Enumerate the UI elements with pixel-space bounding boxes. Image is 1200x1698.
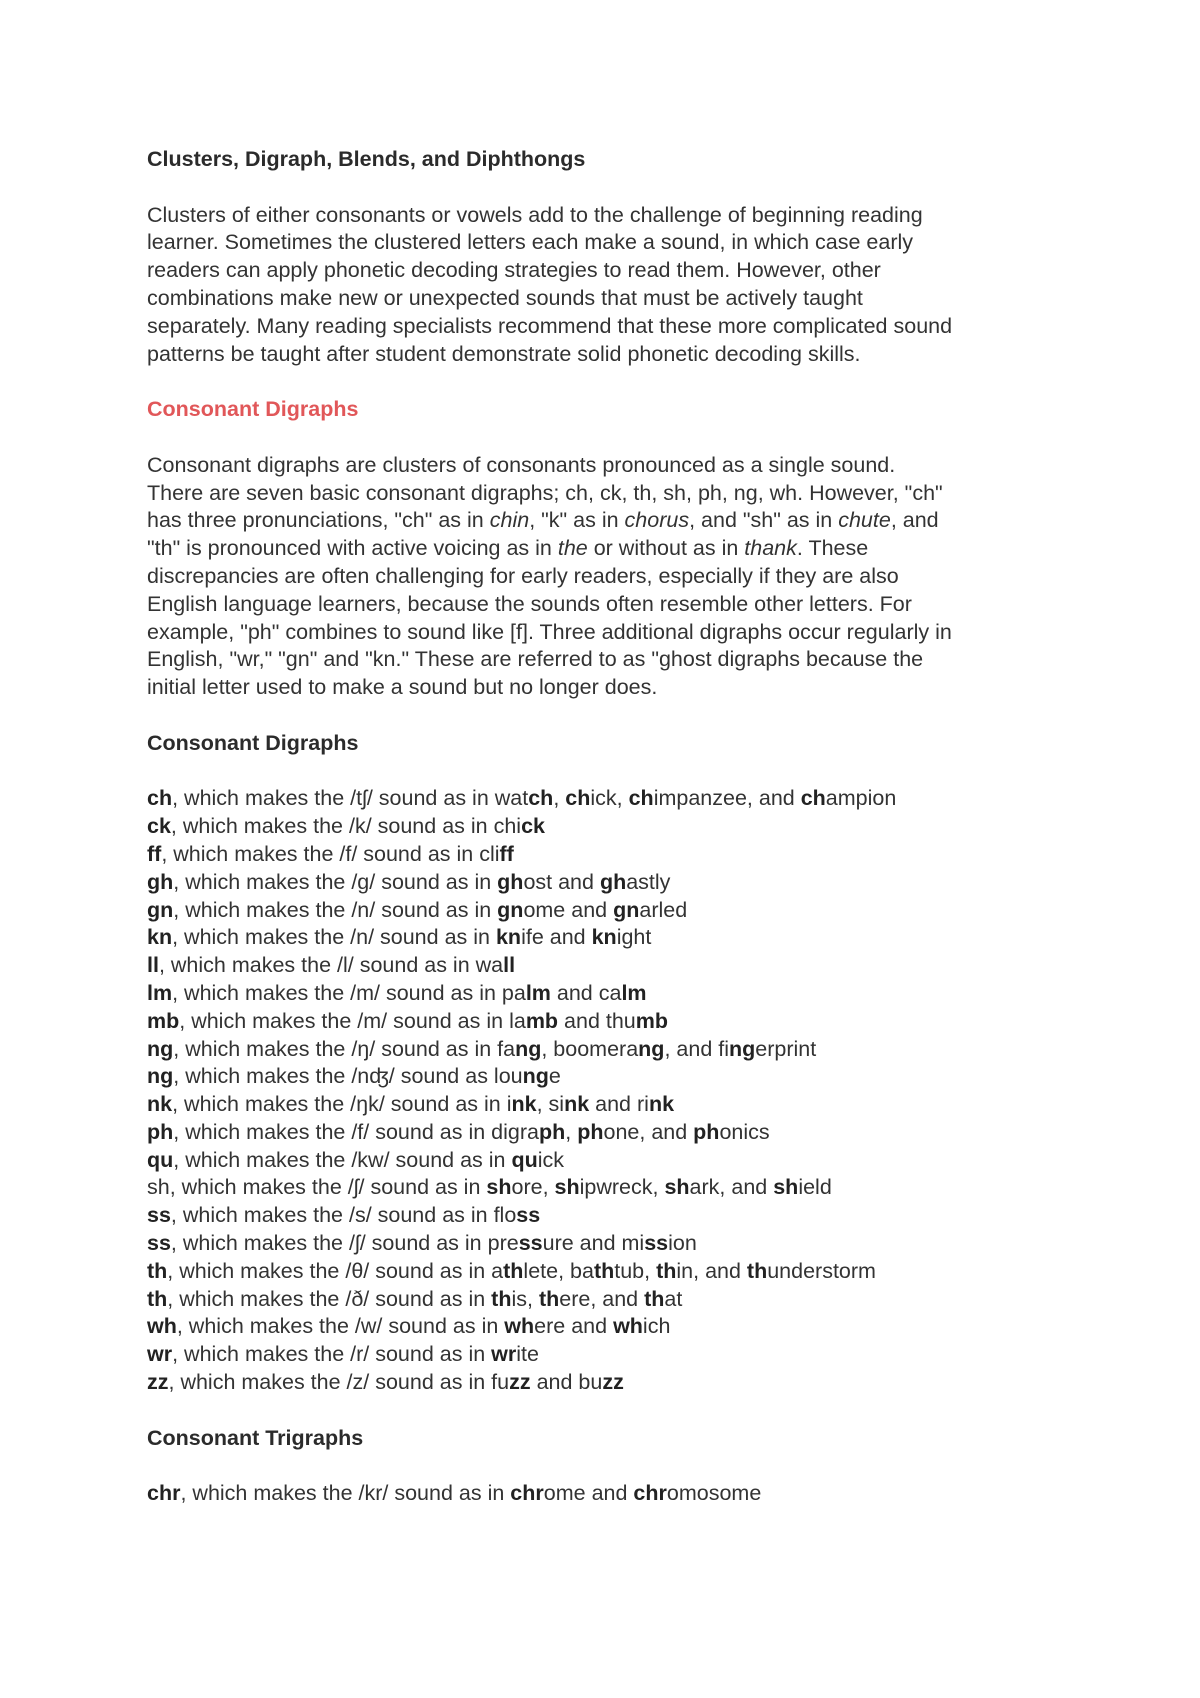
intro-line: learner. Sometimes the clustered letters each make a sound, in which case early [147, 230, 914, 255]
bold-letters: gn [613, 897, 640, 922]
paragraph-line [147, 452, 1097, 480]
bold-letters: ss [644, 1231, 669, 1256]
bold-letters: wh [147, 1314, 177, 1339]
bold-letters: ph [693, 1119, 720, 1144]
paragraph-line [147, 507, 1097, 535]
consonant-digraphs-paragraph [147, 452, 1097, 702]
text-run: ure and mi [542, 1231, 645, 1256]
section-heading-consonant-digraphs: Consonant Digraphs [147, 397, 359, 422]
digraph-entry [147, 1230, 1097, 1258]
bold-letters: ll [503, 953, 516, 978]
bold-letters: ng [638, 1036, 665, 1061]
spacer [147, 1452, 1097, 1480]
bold-letters: wr [147, 1342, 173, 1367]
text-run: , boomera [541, 1036, 639, 1061]
paragraph-line [147, 619, 1097, 647]
text-run: one, and [603, 1119, 694, 1144]
digraph-entry [147, 1286, 1097, 1314]
spacer [147, 758, 1097, 786]
bold-letters: ch [565, 786, 591, 811]
digraph-entry [147, 1091, 1097, 1119]
digraph-entry [147, 1258, 1097, 1286]
text-run: , which makes the /θ/ sound as in a [167, 1258, 504, 1283]
text-run: , which makes the /l/ sound as in wa [158, 953, 504, 978]
text-run: example, "ph" combines to sound like [f]. Three additional digraphs occur regularly in [147, 619, 952, 644]
bold-letters: ng [147, 1036, 174, 1061]
italic-example: chin [489, 508, 530, 533]
digraph-entry [147, 897, 1097, 925]
text-run: discrepancies are often challenging for early readers, especially if they are also [147, 563, 899, 588]
bold-letters: ss [147, 1231, 171, 1256]
bold-letters: ph [538, 1119, 566, 1144]
text-run: , which makes the /ŋk/ sound as in i [172, 1092, 512, 1117]
bold-letters: ff [499, 841, 514, 866]
bold-letters: chr [147, 1481, 181, 1506]
text-run: , which makes the /ʃ/ sound as in pre [170, 1231, 519, 1256]
text-run: and bu [530, 1370, 603, 1395]
bold-letters: lm [621, 980, 647, 1005]
bold-letters: zz [602, 1370, 624, 1395]
bold-letters: gh [497, 869, 524, 894]
digraph-entry [147, 980, 1097, 1008]
text-run: , and "sh" as in [689, 508, 839, 533]
digraph-entry [147, 785, 1097, 813]
digraph-entry [147, 813, 1097, 841]
document-body [147, 146, 1097, 1508]
bold-letters: ch [800, 786, 826, 811]
text-run: in, and [676, 1258, 747, 1283]
bold-letters: ss [516, 1203, 541, 1228]
text-run: , which makes the /n/ sound as in [173, 897, 498, 922]
text-run: , "k" as in [529, 508, 625, 533]
bold-letters: gh [599, 869, 627, 894]
text-run: , which makes the /kw/ sound as in [173, 1147, 512, 1172]
paragraph-line [147, 563, 1097, 591]
spacer [147, 368, 1097, 396]
text-run: ore, [511, 1175, 555, 1200]
text-run: and thu [558, 1008, 636, 1033]
text-run: , which makes the /ð/ sound as in [167, 1286, 492, 1311]
digraph-entry [147, 952, 1097, 980]
bold-letters: zz [509, 1370, 531, 1395]
trigraph-entry [147, 1480, 1097, 1508]
bold-letters: th [656, 1258, 677, 1283]
digraph-entry [147, 924, 1097, 952]
bold-letters: mb [147, 1008, 180, 1033]
text-run: ark, and [689, 1175, 774, 1200]
intro-line: patterns be taught after student demonstrate solid phonetic decoding skills. [147, 341, 861, 366]
trigraph-list [147, 1480, 1097, 1508]
text-run: , which makes the /g/ sound as in [173, 869, 498, 894]
bold-letters: sh [664, 1175, 690, 1200]
bold-letters: zz [147, 1370, 169, 1395]
digraph-list [147, 785, 1097, 1397]
bold-letters: wh [504, 1314, 535, 1339]
paragraph-line [147, 646, 1097, 674]
text-run: omosome [666, 1481, 762, 1506]
bold-letters: th [147, 1258, 168, 1283]
digraph-entry [147, 1341, 1097, 1369]
spacer [147, 424, 1097, 452]
text-run: , si [536, 1092, 565, 1117]
text-run: has three pronunciations, "ch" as in [147, 508, 490, 533]
text-run: at [664, 1286, 683, 1311]
bold-letters: mb [635, 1008, 669, 1033]
text-run: ere and [534, 1314, 614, 1339]
digraph-entry [147, 1147, 1097, 1175]
text-run: ight [616, 925, 652, 950]
bold-letters: th [593, 1258, 615, 1283]
text-run: and ri [589, 1092, 649, 1117]
bold-letters: nk [648, 1092, 675, 1117]
bold-letters: gh [147, 869, 174, 894]
bold-letters: qu [147, 1147, 174, 1172]
digraph-entry [147, 1174, 1097, 1202]
text-run: , [565, 1119, 578, 1144]
digraph-entry [147, 1313, 1097, 1341]
bold-letters: ck [147, 814, 171, 839]
text-run: , which makes the /k/ sound as in chi [170, 814, 522, 839]
paragraph-line [147, 535, 1097, 563]
digraph-entry [147, 1008, 1097, 1036]
bold-letters: ck [521, 814, 545, 839]
bold-letters: ss [518, 1231, 543, 1256]
italic-example: thank [744, 536, 797, 561]
text-run: , and [890, 508, 939, 533]
text-run: ome and [523, 897, 614, 922]
text-run: initial letter used to make a sound but no longer does. [147, 675, 658, 700]
text-run: Consonant digraphs are clusters of consonants pronounced as a single sound. [147, 452, 896, 477]
text-run: ick [537, 1147, 565, 1172]
intro-line: Clusters of either consonants or vowels add to the challenge of beginning reading [147, 202, 923, 227]
bold-letters: th [147, 1286, 168, 1311]
bold-letters: kn [495, 925, 522, 950]
bold-letters: sh [773, 1175, 799, 1200]
text-run: , which makes the /r/ sound as in [172, 1342, 492, 1367]
text-run: or without as in [587, 536, 745, 561]
bold-letters: gn [147, 897, 174, 922]
text-run: is, [511, 1286, 539, 1311]
italic-example: chorus [624, 508, 690, 533]
bold-letters: lm [147, 980, 173, 1005]
section-heading-trigraphs: Consonant Trigraphs [147, 1425, 364, 1450]
bold-letters: kn [591, 925, 617, 950]
text-run: e [548, 1064, 561, 1089]
paragraph-line [147, 480, 1097, 508]
bold-letters: lm [525, 980, 551, 1005]
text-run: , which makes the /ŋ/ sound as in fa [173, 1036, 516, 1061]
bold-letters: ff [147, 841, 162, 866]
text-run: , which makes the /tʃ/ sound as in wat [172, 786, 529, 811]
text-run: , which makes the /w/ sound as in [176, 1314, 505, 1339]
bold-letters: nk [564, 1092, 590, 1117]
digraph-entry [147, 869, 1097, 897]
intro-line: combinations make new or unexpected sounds that must be actively taught [147, 285, 863, 310]
bold-letters: ss [147, 1203, 171, 1228]
text-run: understorm [767, 1258, 876, 1283]
bold-letters: ch [528, 786, 554, 811]
text-run: , which makes the /f/ sound as in cli [161, 841, 500, 866]
text-run: "th" is pronounced with active voicing as in [147, 536, 558, 561]
text-run: ipwreck, [579, 1175, 665, 1200]
digraph-entry [147, 1369, 1097, 1397]
text-run: . These [796, 536, 869, 561]
bold-letters: ch [628, 786, 654, 811]
text-run: and ca [550, 980, 622, 1005]
text-run: ife and [521, 925, 592, 950]
bold-letters: ng [147, 1064, 174, 1089]
bold-letters: ph [147, 1119, 174, 1144]
text-run: There are seven basic consonant digraphs; ch, ck, th, sh, ph, ng, wh. However, "ch" [147, 480, 943, 505]
text-run: , which makes the /nʤ/ sound as lou [173, 1064, 523, 1089]
digraph-entry [147, 1036, 1097, 1064]
bold-letters: ph [577, 1119, 604, 1144]
spacer [147, 702, 1097, 730]
spacer [147, 174, 1097, 202]
text-run: ion [668, 1231, 697, 1256]
text-run: lete, ba [523, 1258, 594, 1283]
bold-letters: mb [525, 1008, 559, 1033]
text-run: , which makes the /m/ sound as in pa [172, 980, 526, 1005]
text-run: ost and [523, 869, 600, 894]
text-run: , which makes the /s/ sound as in flo [170, 1203, 517, 1228]
bold-letters: nk [147, 1092, 173, 1117]
text-run: ere, and [559, 1286, 645, 1311]
text-run: ield [798, 1175, 832, 1200]
section-heading-digraph-list: Consonant Digraphs [147, 730, 359, 755]
paragraph-line [147, 674, 1097, 702]
text-run: arled [639, 897, 688, 922]
text-run: , and fi [664, 1036, 729, 1061]
bold-letters: chr [510, 1481, 544, 1506]
bold-letters: gn [497, 897, 524, 922]
digraph-entry [147, 1063, 1097, 1091]
text-run: impanzee, and [653, 786, 801, 811]
digraph-entry [147, 1202, 1097, 1230]
bold-letters: qu [511, 1147, 538, 1172]
italic-example: chute [838, 508, 891, 533]
bold-letters: ch [147, 786, 173, 811]
bold-letters: ng [729, 1036, 756, 1061]
text-run: astly [626, 869, 671, 894]
text-run: ite [516, 1342, 539, 1367]
text-run: , which makes the /f/ sound as in digra [173, 1119, 539, 1144]
text-run: , which makes the /kr/ sound as in [180, 1481, 511, 1506]
text-run: , [553, 786, 566, 811]
digraph-entry [147, 1119, 1097, 1147]
bold-letters: th [538, 1286, 560, 1311]
text-run: ampion [825, 786, 897, 811]
bold-letters: th [746, 1258, 768, 1283]
bold-letters: th [491, 1286, 512, 1311]
bold-letters: wh [613, 1314, 643, 1339]
bold-letters: sh [486, 1175, 512, 1200]
bold-letters: sh [554, 1175, 580, 1200]
text-run: ome and [543, 1481, 634, 1506]
intro-line: readers can apply phonetic decoding strategies to read them. However, other [147, 258, 881, 283]
text-run: ich [642, 1314, 671, 1339]
bold-letters: chr [633, 1481, 667, 1506]
text-run: , which makes the /z/ sound as in fu [168, 1370, 510, 1395]
text-run: erprint [755, 1036, 817, 1061]
text-run: , which makes the /n/ sound as in [172, 925, 496, 950]
spacer [147, 1397, 1097, 1425]
text-run: English, "wr," "gn" and "kn." These are referred to as "ghost digraphs because the [147, 647, 924, 672]
italic-example: the [557, 536, 588, 561]
text-run: English language learners, because the sounds often resemble other letters. For [147, 591, 912, 616]
bold-letters: ng [515, 1036, 542, 1061]
intro-paragraph [147, 202, 1097, 369]
intro-line: separately. Many reading specialists recommend that these more complicated sound [147, 313, 953, 338]
document-title: Clusters, Digraph, Blends, and Diphthongs [147, 147, 586, 171]
paragraph-line [147, 591, 1097, 619]
bold-letters: ll [147, 953, 159, 978]
bold-letters: wr [491, 1342, 517, 1367]
text-run: sh, which makes the /ʃ/ sound as in [147, 1175, 487, 1200]
bold-letters: kn [147, 925, 173, 950]
bold-letters: ng [522, 1064, 549, 1089]
text-run: tub, [614, 1258, 657, 1283]
bold-letters: th [644, 1286, 665, 1311]
text-run: , which makes the /m/ sound as in la [179, 1008, 526, 1033]
text-run: ick, [590, 786, 629, 811]
bold-letters: nk [511, 1092, 537, 1117]
bold-letters: th [503, 1258, 524, 1283]
digraph-entry [147, 841, 1097, 869]
text-run: onics [719, 1119, 770, 1144]
